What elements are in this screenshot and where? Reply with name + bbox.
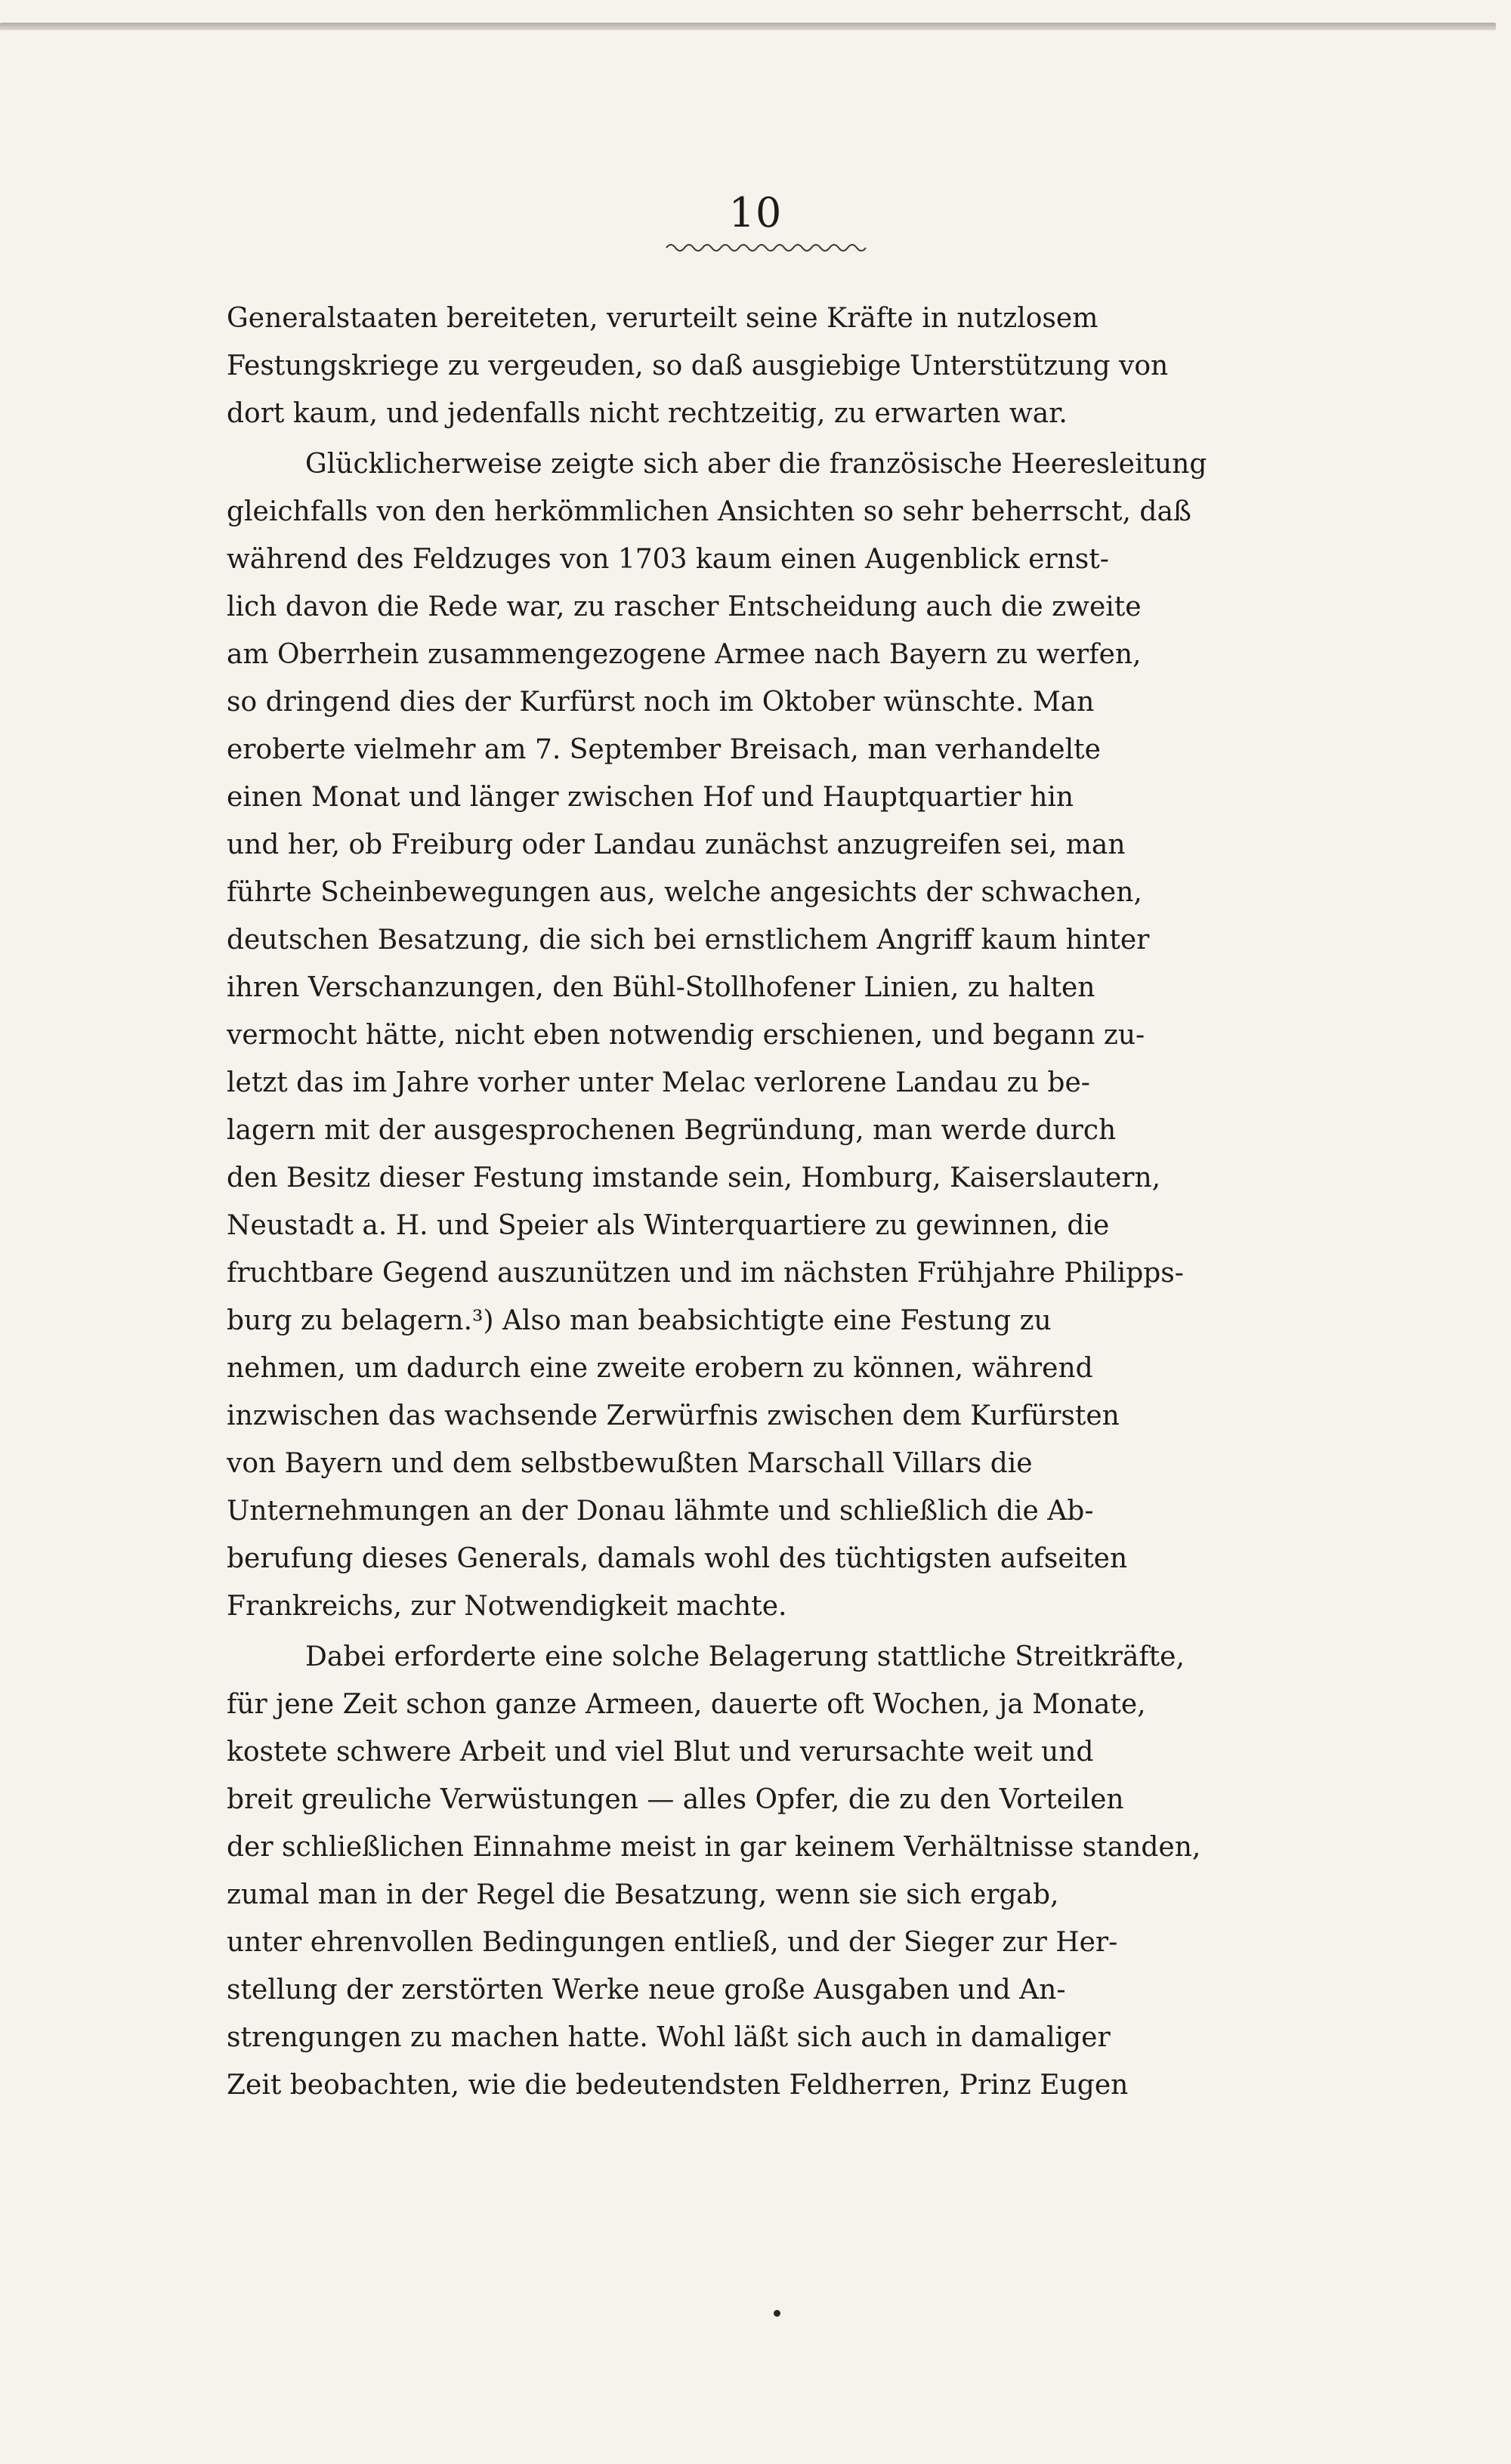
- text-line: deutschen Besatzung, die sich bei ernstlichem Angriff kaum hinter: [227, 925, 1150, 956]
- text-line: lich davon die Rede war, zu rascher Entscheidung auch die zweite: [227, 591, 1142, 622]
- text-line: vermocht hätte, nicht eben notwendig erschienen, und begann zu-: [227, 1020, 1145, 1051]
- top-scan-edge: [0, 23, 1496, 30]
- body-text: [227, 295, 1299, 2109]
- text-line: Generalstaaten bereiteten, verurteilt seine Kräfte in nutzlosem: [227, 303, 1098, 334]
- text-line: inzwischen das wachsende Zerwürfnis zwischen dem Kurfürsten: [227, 1400, 1120, 1431]
- text-line: breit greuliche Verwüstungen — alles Opfer, die zu den Vorteilen: [227, 1784, 1124, 1815]
- text-line: und her, ob Freiburg oder Landau zunächst anzugreifen sei, man: [227, 829, 1126, 860]
- text-line: während des Feldzuges von 1703 kaum einen Augenblick ernst-: [227, 544, 1109, 575]
- text-line: Zeit beobachten, wie die bedeutendsten Feldherren, Prinz Eugen: [227, 2070, 1129, 2101]
- text-line: Glücklicherweise zeigte sich aber die französische Heeresleitung: [305, 449, 1207, 480]
- text-line: nehmen, um dadurch eine zweite erobern zu können, während: [227, 1353, 1093, 1384]
- text-line: burg zu belagern.³) Also man beabsichtigte eine Festung zu: [227, 1305, 1052, 1336]
- text-line: zumal man in der Regel die Besatzung, wenn sie sich ergab,: [227, 1879, 1059, 1910]
- text-line: strengungen zu machen hatte. Wohl läßt sich auch in damaliger: [227, 2022, 1111, 2053]
- text-line: Neustadt a. H. und Speier als Winterquartiere zu gewinnen, die: [227, 1210, 1110, 1241]
- text-line: dort kaum, und jedenfalls nicht rechtzeitig, zu erwarten war.: [227, 398, 1068, 429]
- text-line: am Oberrhein zusammengezogene Armee nach Bayern zu werfen,: [227, 639, 1142, 670]
- text-line: ihren Verschanzungen, den Bühl-Stollhofener Linien, zu halten: [227, 972, 1095, 1003]
- text-line: letzt das im Jahre vorher unter Melac verlorene Landau zu be-: [227, 1067, 1090, 1098]
- text-line: für jene Zeit schon ganze Armeen, dauerte oft Wochen, ja Monate,: [227, 1689, 1146, 1720]
- text-line: Frankreichs, zur Notwendigkeit machte.: [227, 1591, 787, 1622]
- text-line: der schließlichen Einnahme meist in gar keinem Verhältnisse standen,: [227, 1832, 1201, 1863]
- text-line: so dringend dies der Kurfürst noch im Oktober wünschte. Man: [227, 687, 1095, 718]
- text-line: fruchtbare Gegend auszunützen und im nächsten Frühjahre Philipps-: [227, 1258, 1184, 1289]
- bottom-dot-mark: [774, 2310, 780, 2317]
- text-line: unter ehrenvollen Bedingungen entließ, und der Sieger zur Her-: [227, 1927, 1118, 1958]
- page-number: 10: [728, 189, 783, 236]
- text-line: stellung der zerstörten Werke neue große Ausgaben und An-: [227, 1975, 1066, 2005]
- text-line: führte Scheinbewegungen aus, welche angesichts der schwachen,: [227, 877, 1142, 908]
- text-line: kostete schwere Arbeit und viel Blut und verursachte weit und: [227, 1737, 1094, 1768]
- text-line: den Besitz dieser Festung imstande sein, Homburg, Kaiserslautern,: [227, 1163, 1161, 1193]
- text-line: einen Monat und länger zwischen Hof und Hauptquartier hin: [227, 782, 1074, 813]
- text-line: berufung dieses Generals, damals wohl des tüchtigsten aufseiten: [227, 1543, 1128, 1574]
- text-line: Dabei erforderte eine solche Belagerung stattliche Streitkräfte,: [305, 1641, 1185, 1672]
- text-line: von Bayern und dem selbstbewußten Marschall Villars die: [227, 1448, 1033, 1479]
- text-line: lagern mit der ausgesprochenen Begründung, man werde durch: [227, 1115, 1117, 1146]
- ornament-squiggle: [666, 240, 866, 255]
- text-line: gleichfalls von den herkömmlichen Ansichten so sehr beherrscht, daß: [227, 496, 1191, 527]
- text-line: Festungskriege zu vergeuden, so daß ausgiebige Unterstützung von: [227, 350, 1169, 381]
- text-line: Unternehmungen an der Donau lähmte und schließlich die Ab-: [227, 1496, 1094, 1527]
- text-line: eroberte vielmehr am 7. September Breisach, man verhandelte: [227, 734, 1101, 765]
